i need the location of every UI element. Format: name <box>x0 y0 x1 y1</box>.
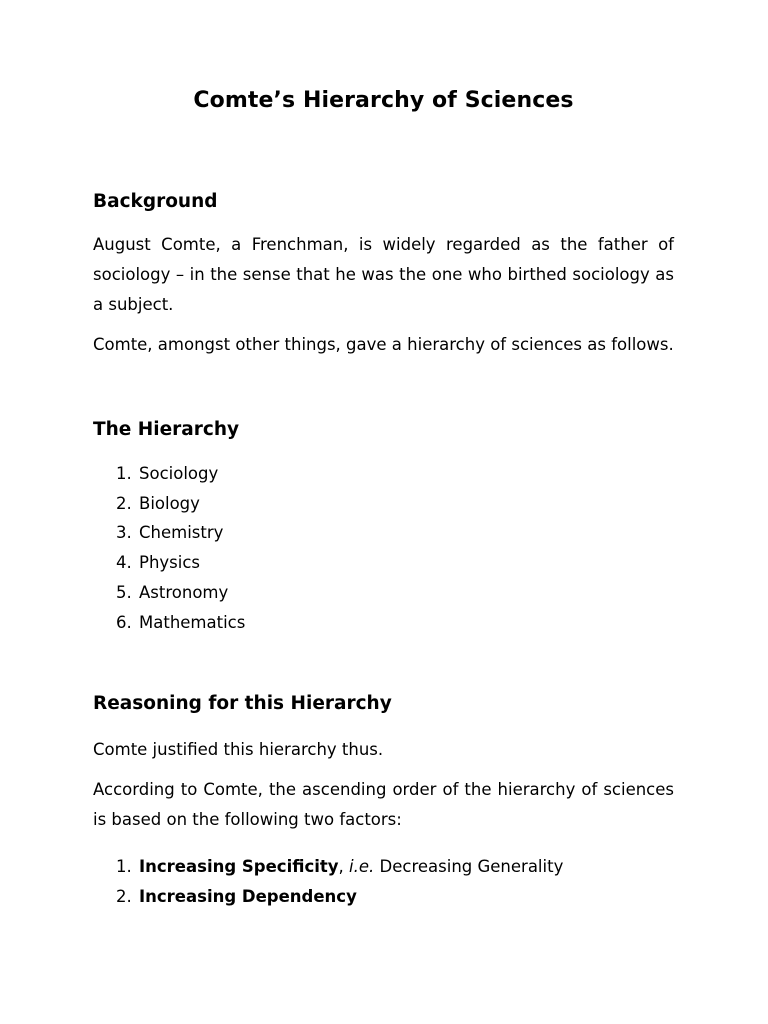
list-item-number: 2. <box>116 886 132 906</box>
hierarchy-list <box>93 459 674 637</box>
document-title: Comte’s Hierarchy of Sciences <box>193 88 574 113</box>
list-item-number: 5. <box>116 582 132 602</box>
reasoning-paragraph-2: According to Comte, the ascending order of the hierarchy of sciences is based on the following two factors: <box>93 780 674 830</box>
list-item <box>93 518 674 548</box>
section-heading-hierarchy: The Hierarchy <box>93 419 240 440</box>
list-item-label: Sociology <box>139 464 219 483</box>
background-paragraph-2: Comte, amongst other things, gave a hierarchy of sciences as follows. <box>93 335 674 354</box>
factor-bold-text: Increasing Specificity <box>139 857 339 877</box>
list-item <box>93 459 674 489</box>
factor-separator: , <box>338 857 350 877</box>
list-item <box>93 852 674 882</box>
list-item <box>93 548 674 578</box>
section-heading-reasoning: Reasoning for this Hierarchy <box>93 693 392 715</box>
list-item-label: Physics <box>139 553 201 573</box>
list-item <box>93 608 674 638</box>
list-item-number: 2. <box>116 493 132 513</box>
list-item-label: Astronomy <box>139 582 229 602</box>
list-item-number: 1. <box>116 464 132 483</box>
list-item-label: Chemistry <box>139 523 224 543</box>
list-item-number: 6. <box>116 612 132 632</box>
background-paragraph-1: August Comte, a Frenchman, is widely regarded as the father of sociology – in the sense that he was the one who birthed sociology as a subject. <box>93 235 674 314</box>
list-item-label: Biology <box>139 493 200 513</box>
list-item-number: 4. <box>116 553 132 573</box>
list-item <box>93 882 674 912</box>
list-item-number: 1. <box>116 857 132 877</box>
factor-bold-text: Increasing Dependency <box>139 886 357 906</box>
list-item <box>93 578 674 608</box>
section-heading-background: Background <box>93 191 218 212</box>
list-item <box>93 489 674 519</box>
factor-rest-text: Decreasing Generality <box>374 857 564 877</box>
factor-italic-text: i.e. <box>349 857 375 877</box>
list-item-number: 3. <box>116 523 132 543</box>
reasoning-paragraph-1: Comte justified this hierarchy thus. <box>93 740 384 760</box>
factors-list <box>93 852 674 911</box>
list-item-label: Mathematics <box>139 612 246 632</box>
